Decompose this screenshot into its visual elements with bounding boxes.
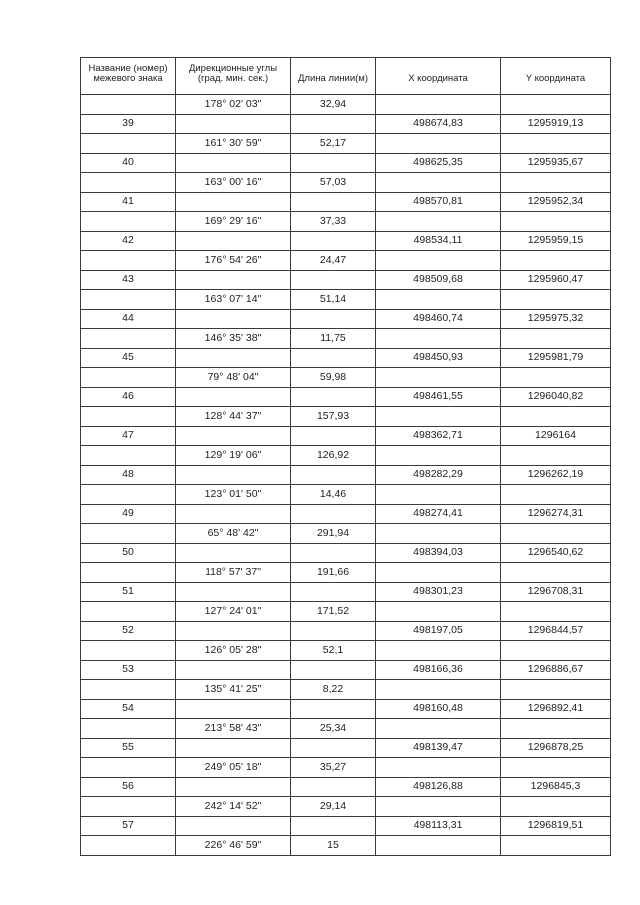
table-row (81, 699, 611, 719)
cell-x: 498394,03 (376, 543, 501, 563)
cell-y (501, 134, 611, 154)
cell-y: 1296819,51 (501, 816, 611, 836)
cell-x (376, 407, 501, 427)
table-row (81, 309, 611, 329)
cell-angle: 128° 44' 37" (176, 407, 291, 427)
cell-x: 498570,81 (376, 192, 501, 212)
table-row (81, 329, 611, 349)
cell-length: 15 (291, 836, 376, 856)
cell-x: 498362,71 (376, 426, 501, 446)
cell-angle: 127° 24' 01" (176, 602, 291, 622)
table-row (81, 777, 611, 797)
cell-y: 1296844,57 (501, 621, 611, 641)
table-row (81, 485, 611, 505)
cell-length (291, 348, 376, 368)
table-row (81, 758, 611, 778)
cell-x: 498301,23 (376, 582, 501, 602)
cell-length: 37,33 (291, 212, 376, 232)
cell-point: 56 (81, 777, 176, 797)
cell-angle: 118° 57' 37" (176, 563, 291, 583)
cell-angle: 129° 19' 06" (176, 446, 291, 466)
cell-length: 29,14 (291, 797, 376, 817)
table-row (81, 465, 611, 485)
cell-length: 52,17 (291, 134, 376, 154)
cell-length: 59,98 (291, 368, 376, 388)
column-header-angle: Дирекционные углы (град. мин. сек.) (176, 58, 291, 95)
cell-angle: 169° 29' 16" (176, 212, 291, 232)
cell-point: 54 (81, 699, 176, 719)
cell-y: 1296892,41 (501, 699, 611, 719)
cell-angle: 176° 54' 26" (176, 251, 291, 271)
cell-point: 40 (81, 153, 176, 173)
cell-length (291, 426, 376, 446)
cell-angle: 65° 48' 42" (176, 524, 291, 544)
cell-length (291, 699, 376, 719)
cell-point (81, 602, 176, 622)
column-header-length: Длина линии(м) (291, 58, 376, 95)
cell-y: 1296845,3 (501, 777, 611, 797)
cell-x: 498274,41 (376, 504, 501, 524)
cell-point: 48 (81, 465, 176, 485)
cell-point (81, 95, 176, 115)
cell-length (291, 543, 376, 563)
cell-angle (176, 465, 291, 485)
cell-x: 498113,31 (376, 816, 501, 836)
cell-angle (176, 660, 291, 680)
cell-point (81, 524, 176, 544)
cell-y: 1296708,31 (501, 582, 611, 602)
cell-x (376, 212, 501, 232)
cell-point (81, 563, 176, 583)
table-row (81, 348, 611, 368)
cell-x: 498126,88 (376, 777, 501, 797)
cell-length (291, 231, 376, 251)
cell-angle (176, 153, 291, 173)
cell-point (81, 836, 176, 856)
cell-angle: 135° 41' 25" (176, 680, 291, 700)
cell-angle (176, 231, 291, 251)
cell-length (291, 114, 376, 134)
table-row (81, 407, 611, 427)
table-row (81, 621, 611, 641)
cell-point: 43 (81, 270, 176, 290)
cell-x (376, 290, 501, 310)
table-row (81, 446, 611, 466)
cell-point: 41 (81, 192, 176, 212)
cell-point: 53 (81, 660, 176, 680)
cell-x: 498166,36 (376, 660, 501, 680)
cell-angle: 163° 07' 14" (176, 290, 291, 310)
table-header (81, 58, 611, 95)
cell-y (501, 797, 611, 817)
cell-y (501, 485, 611, 505)
cell-x (376, 680, 501, 700)
header-row (81, 58, 611, 95)
cell-x (376, 836, 501, 856)
cell-x: 498509,68 (376, 270, 501, 290)
table-row (81, 134, 611, 154)
cell-point: 45 (81, 348, 176, 368)
cell-angle: 163° 00' 16" (176, 173, 291, 193)
cell-point (81, 719, 176, 739)
cell-point (81, 485, 176, 505)
cell-length (291, 816, 376, 836)
cell-point (81, 407, 176, 427)
cell-angle (176, 348, 291, 368)
cell-length: 126,92 (291, 446, 376, 466)
table-row (81, 836, 611, 856)
cell-x: 498674,83 (376, 114, 501, 134)
cell-point (81, 641, 176, 661)
cell-length: 25,34 (291, 719, 376, 739)
cell-point (81, 797, 176, 817)
cell-angle (176, 699, 291, 719)
cell-x (376, 173, 501, 193)
cell-length (291, 660, 376, 680)
cell-x (376, 758, 501, 778)
cell-angle: 161° 30' 59" (176, 134, 291, 154)
cell-y (501, 407, 611, 427)
cell-x (376, 602, 501, 622)
cell-length: 291,94 (291, 524, 376, 544)
table-row (81, 212, 611, 232)
cell-x (376, 446, 501, 466)
cell-length: 14,46 (291, 485, 376, 505)
cell-length (291, 582, 376, 602)
cell-y (501, 641, 611, 661)
cell-point (81, 329, 176, 349)
table-row (81, 270, 611, 290)
cell-length: 35,27 (291, 758, 376, 778)
cell-angle: 226° 46' 59" (176, 836, 291, 856)
cell-angle (176, 270, 291, 290)
cell-angle: 249° 05' 18" (176, 758, 291, 778)
cell-y (501, 602, 611, 622)
cell-x (376, 563, 501, 583)
cell-length: 8,22 (291, 680, 376, 700)
cell-y (501, 719, 611, 739)
cell-x: 498282,29 (376, 465, 501, 485)
cell-angle (176, 621, 291, 641)
cell-x (376, 641, 501, 661)
table-row (81, 680, 611, 700)
cell-length: 157,93 (291, 407, 376, 427)
cell-length (291, 153, 376, 173)
table-row (81, 738, 611, 758)
cell-y (501, 524, 611, 544)
cell-length (291, 738, 376, 758)
cell-x: 498197,05 (376, 621, 501, 641)
cell-y: 1295981,79 (501, 348, 611, 368)
cell-y (501, 329, 611, 349)
cell-x: 498450,93 (376, 348, 501, 368)
cell-point: 47 (81, 426, 176, 446)
cell-angle: 213° 58' 43" (176, 719, 291, 739)
table-row (81, 719, 611, 739)
cell-y (501, 251, 611, 271)
cell-length: 171,52 (291, 602, 376, 622)
table-row (81, 290, 611, 310)
cell-point (81, 368, 176, 388)
cell-point: 49 (81, 504, 176, 524)
cell-y (501, 563, 611, 583)
cell-x (376, 524, 501, 544)
cell-length: 191,66 (291, 563, 376, 583)
cell-x: 498625,35 (376, 153, 501, 173)
cell-angle: 178° 02' 03" (176, 95, 291, 115)
table-row (81, 602, 611, 622)
cell-length (291, 504, 376, 524)
cell-angle (176, 777, 291, 797)
column-header-point: Название (номер) межевого знака (81, 58, 176, 95)
cell-y (501, 446, 611, 466)
cell-angle (176, 309, 291, 329)
cell-y: 1296540,62 (501, 543, 611, 563)
cell-y (501, 368, 611, 388)
cell-point: 42 (81, 231, 176, 251)
table-row (81, 173, 611, 193)
cell-length (291, 270, 376, 290)
cell-length (291, 465, 376, 485)
cell-x (376, 329, 501, 349)
cell-x (376, 797, 501, 817)
column-header-x: X координата (376, 58, 501, 95)
cell-y: 1295919,13 (501, 114, 611, 134)
cell-y (501, 212, 611, 232)
table-row (81, 368, 611, 388)
cell-length (291, 192, 376, 212)
cell-angle (176, 192, 291, 212)
cell-point (81, 446, 176, 466)
cell-point: 51 (81, 582, 176, 602)
cell-length: 32,94 (291, 95, 376, 115)
cell-angle (176, 582, 291, 602)
table-row (81, 543, 611, 563)
cell-x (376, 95, 501, 115)
table-body (81, 95, 611, 856)
cell-angle: 146° 35' 38" (176, 329, 291, 349)
cell-y (501, 95, 611, 115)
cell-y: 1296262,19 (501, 465, 611, 485)
cell-x: 498139,47 (376, 738, 501, 758)
cell-length (291, 777, 376, 797)
cell-y (501, 290, 611, 310)
cell-angle (176, 426, 291, 446)
cell-angle: 79° 48' 04" (176, 368, 291, 388)
cell-angle (176, 504, 291, 524)
cell-x (376, 134, 501, 154)
table-row (81, 387, 611, 407)
cell-angle (176, 387, 291, 407)
table-row (81, 231, 611, 251)
table-row (81, 563, 611, 583)
cell-point (81, 173, 176, 193)
cell-y: 1296274,31 (501, 504, 611, 524)
cell-angle (176, 816, 291, 836)
table-row (81, 192, 611, 212)
cell-y: 1296164 (501, 426, 611, 446)
cell-point (81, 758, 176, 778)
cell-x (376, 251, 501, 271)
cell-point (81, 134, 176, 154)
table-row (81, 251, 611, 271)
table-row (81, 504, 611, 524)
cell-point (81, 212, 176, 232)
cell-x: 498460,74 (376, 309, 501, 329)
table-row (81, 582, 611, 602)
cell-y: 1296886,67 (501, 660, 611, 680)
table-row (81, 660, 611, 680)
table-row (81, 816, 611, 836)
cell-angle: 242° 14' 52" (176, 797, 291, 817)
table-row (81, 153, 611, 173)
boundary-points-table (80, 57, 611, 856)
cell-point (81, 251, 176, 271)
table-row (81, 641, 611, 661)
cell-length (291, 621, 376, 641)
cell-y: 1295960,47 (501, 270, 611, 290)
cell-x: 498534,11 (376, 231, 501, 251)
cell-point (81, 680, 176, 700)
cell-y: 1295935,67 (501, 153, 611, 173)
cell-x: 498160,48 (376, 699, 501, 719)
cell-point: 46 (81, 387, 176, 407)
cell-length: 57,03 (291, 173, 376, 193)
cell-y (501, 680, 611, 700)
cell-angle: 123° 01' 50" (176, 485, 291, 505)
cell-point: 44 (81, 309, 176, 329)
cell-x: 498461,55 (376, 387, 501, 407)
table-row (81, 426, 611, 446)
cell-x (376, 368, 501, 388)
cell-y: 1295959,15 (501, 231, 611, 251)
table-row (81, 95, 611, 115)
cell-angle (176, 543, 291, 563)
cell-point (81, 290, 176, 310)
cell-length (291, 309, 376, 329)
cell-length (291, 387, 376, 407)
cell-x (376, 719, 501, 739)
cell-length: 52,1 (291, 641, 376, 661)
cell-x (376, 485, 501, 505)
column-header-y: Y координата (501, 58, 611, 95)
table-row (81, 797, 611, 817)
cell-length: 51,14 (291, 290, 376, 310)
cell-length: 11,75 (291, 329, 376, 349)
cell-point: 55 (81, 738, 176, 758)
cell-y: 1296878,25 (501, 738, 611, 758)
cell-point: 50 (81, 543, 176, 563)
table-row (81, 114, 611, 134)
cell-y: 1296040,82 (501, 387, 611, 407)
cell-point: 39 (81, 114, 176, 134)
cell-y (501, 836, 611, 856)
table-row (81, 524, 611, 544)
cell-y (501, 758, 611, 778)
cell-y (501, 173, 611, 193)
cell-length: 24,47 (291, 251, 376, 271)
cell-angle (176, 738, 291, 758)
cell-angle (176, 114, 291, 134)
cell-y: 1295952,34 (501, 192, 611, 212)
cell-angle: 126° 05' 28" (176, 641, 291, 661)
cell-point: 57 (81, 816, 176, 836)
cell-point: 52 (81, 621, 176, 641)
cell-y: 1295975,32 (501, 309, 611, 329)
